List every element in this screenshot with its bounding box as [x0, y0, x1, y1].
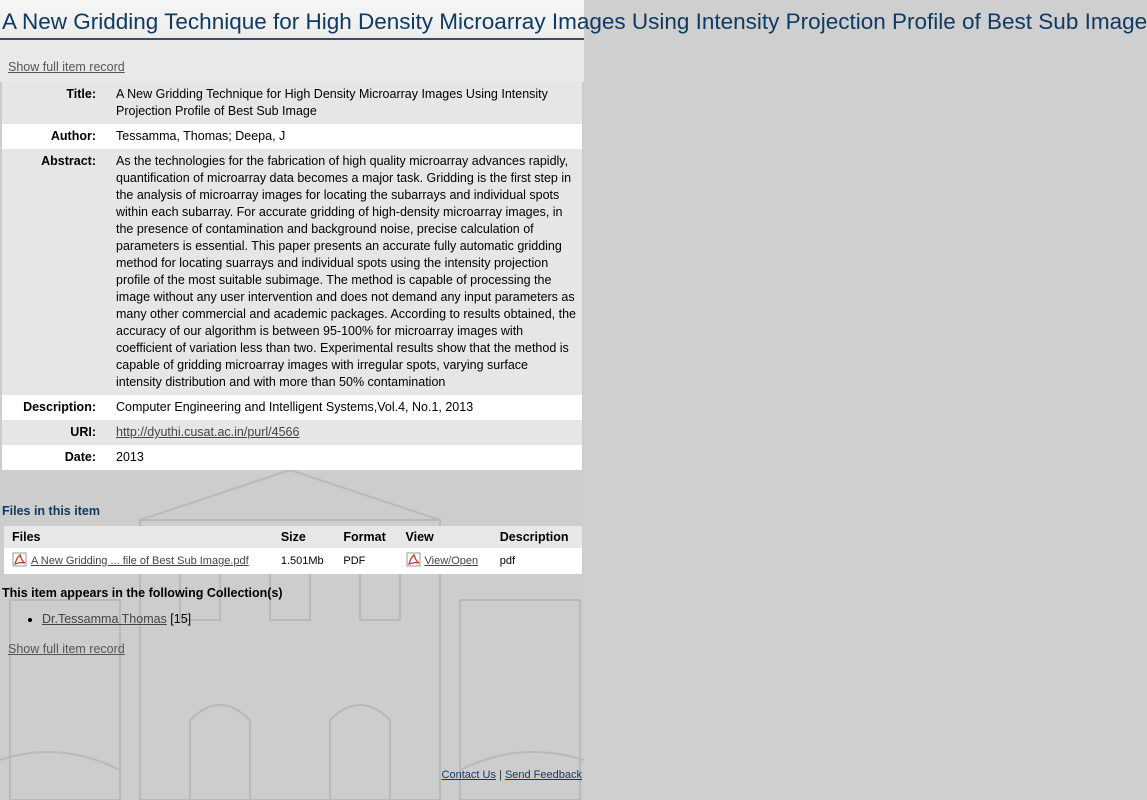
uri-link[interactable]: http://dyuthi.cusat.ac.in/purl/4566 — [116, 425, 300, 439]
file-cell — [4, 548, 273, 574]
pdf-icon — [406, 552, 421, 570]
metadata-value: 2013 — [110, 445, 582, 470]
metadata-row-description — [2, 395, 582, 420]
file-view-cell — [398, 548, 492, 574]
files-col-size: Size — [273, 526, 336, 548]
metadata-label: Title: — [2, 82, 110, 124]
file-format: PDF — [335, 548, 397, 574]
file-download-link[interactable]: A New Gridding ... file of Best Sub Image.pdf — [31, 554, 249, 567]
bottom-link-bar — [0, 626, 584, 658]
item-metadata-table — [2, 82, 582, 470]
metadata-row-date — [2, 445, 582, 470]
collection-link[interactable]: Dr.Tessamma Thomas — [42, 612, 167, 626]
metadata-value: A New Gridding Technique for High Density Microarray Images Using Intensity Projection Profile of Best Sub Image — [110, 82, 582, 124]
collection-item — [42, 612, 584, 626]
footer — [442, 769, 582, 781]
file-description: pdf — [492, 548, 582, 574]
file-size: 1.501Mb — [273, 548, 336, 574]
metadata-row-author — [2, 124, 582, 149]
collection-count: [15] — [170, 612, 192, 626]
metadata-label: URI: — [2, 420, 110, 445]
files-col-files: Files — [4, 526, 273, 548]
collections-list — [0, 612, 584, 626]
files-table — [4, 526, 582, 574]
metadata-value — [110, 420, 582, 445]
show-full-record-link-bottom[interactable]: Show full item record — [8, 642, 125, 656]
files-col-view: View — [398, 526, 492, 548]
show-full-record-link-top[interactable]: Show full item record — [8, 60, 125, 74]
send-feedback-link[interactable]: Send Feedback — [504, 769, 582, 781]
metadata-row-uri — [2, 420, 582, 445]
files-heading: Files in this item — [2, 504, 100, 518]
view-open-link[interactable]: View/Open — [424, 554, 479, 567]
metadata-row-title — [2, 82, 582, 124]
contact-us-link[interactable]: Contact Us — [441, 769, 496, 781]
metadata-value: As the technologies for the fabrication of high quality microarray advances rapidly, quantification of microarray data becomes a major task. Gridding is the first step in the analysis of microarray images for locating the subarrays and individual spots within each subarray. For accurate gridding of high-density microarray images, in the presence of contamination and background noise, precise calculation of parameters is essential. This paper presents an accurate fully automatic gridding method for locating suarrays and individual spots using the intensity projection profile of the most suitable subimage. The method is capable of processing the image without any user intervention and does not demand any input parameters as many other commercial and academic packages. According to results obtained, the accuracy of our algorithm is between 95-100% for microarray images with coefficient of variation less than two. Experimental results show that the method is capable of gridding microarray images with irregular spots, varying surface intensity distribution and with more than 50% contamination — [110, 149, 582, 395]
pdf-icon — [12, 552, 27, 570]
files-col-description: Description — [492, 526, 582, 548]
metadata-label: Date: — [2, 445, 110, 470]
files-col-format: Format — [335, 526, 397, 548]
files-header-row — [4, 526, 582, 548]
file-row — [4, 548, 582, 574]
collections-heading: This item appears in the following Collection(s) — [2, 586, 283, 600]
metadata-value: Tessamma, Thomas; Deepa, J — [110, 124, 582, 149]
metadata-value: Computer Engineering and Intelligent Systems,Vol.4, No.1, 2013 — [110, 395, 582, 420]
metadata-label: Author: — [2, 124, 110, 149]
metadata-label: Abstract: — [2, 149, 110, 395]
page-title: A New Gridding Technique for High Density Microarray Images Using Intensity Projection Profile of Best Sub Image — [0, 0, 584, 40]
footer-separator: | — [499, 769, 502, 781]
metadata-label: Description: — [2, 395, 110, 420]
top-link-bar — [0, 40, 584, 82]
metadata-row-abstract — [2, 149, 582, 395]
